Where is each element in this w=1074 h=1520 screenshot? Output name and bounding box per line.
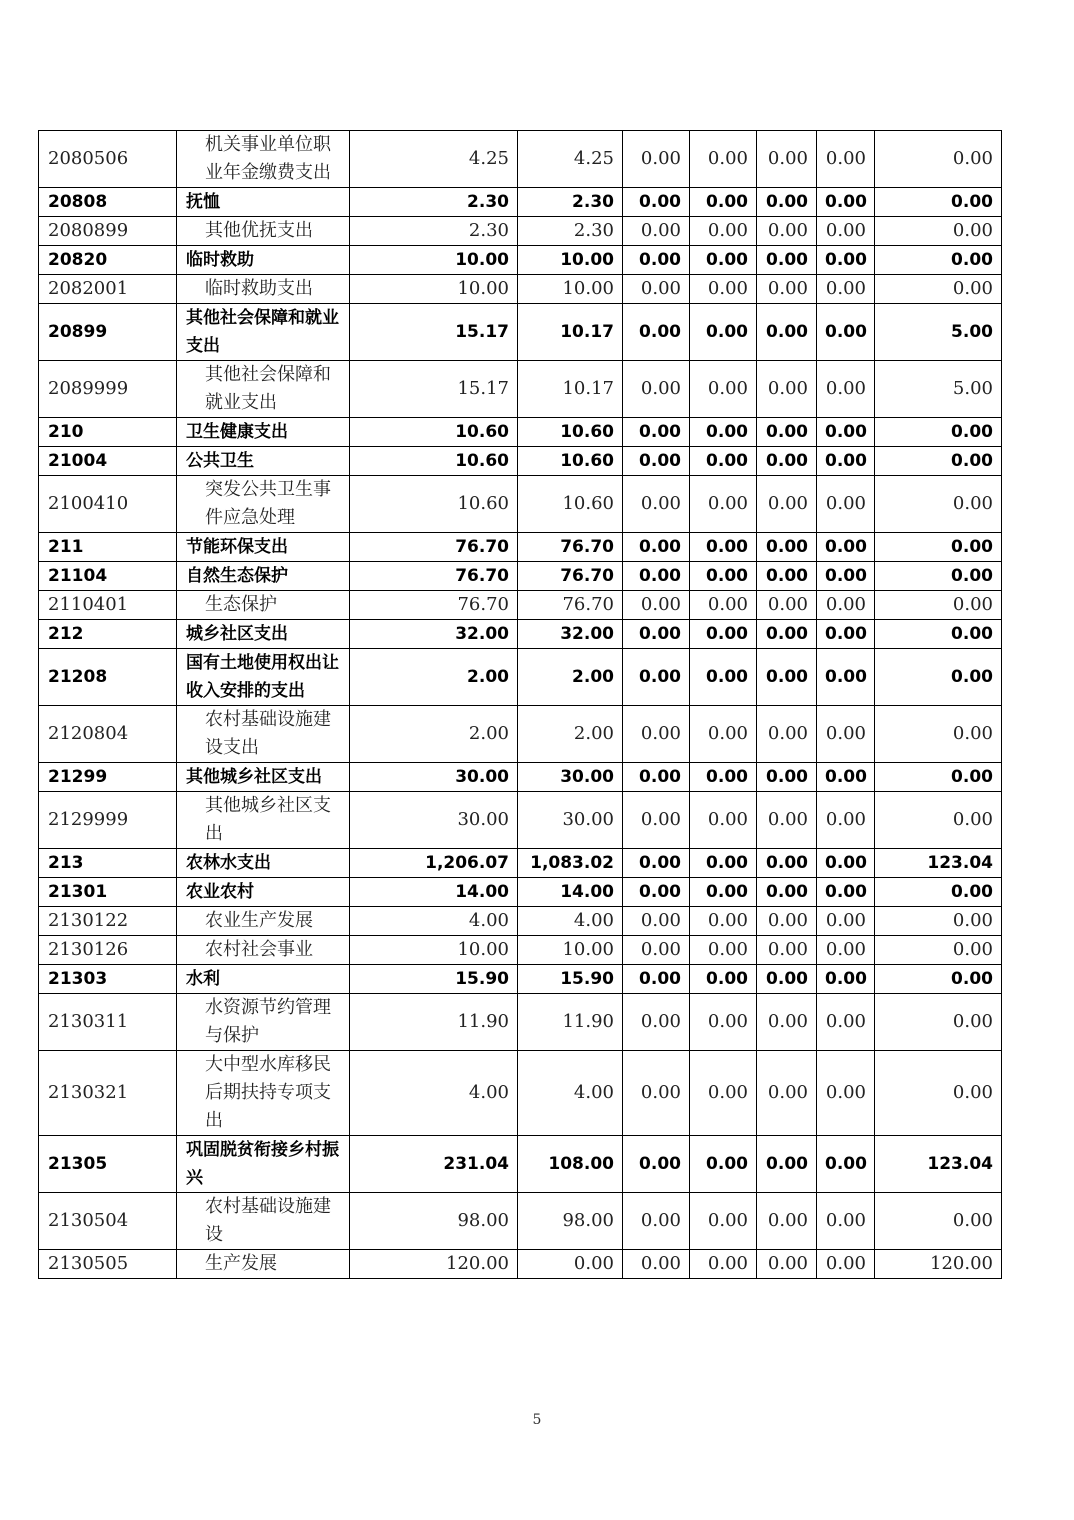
table-row bbox=[39, 649, 1002, 706]
column-4-cell: 0.00 bbox=[690, 936, 757, 965]
column-6-cell: 0.00 bbox=[817, 965, 875, 994]
column-3-cell: 0.00 bbox=[623, 476, 690, 533]
column-6-cell: 0.00 bbox=[817, 1051, 875, 1136]
column-6-cell: 0.00 bbox=[817, 994, 875, 1051]
page-number: 5 bbox=[532, 1412, 542, 1428]
subject-name-cell: 机关事业单位职业年金缴费支出 bbox=[177, 131, 350, 188]
budget-sheet bbox=[38, 130, 1001, 1279]
column-5-cell: 0.00 bbox=[757, 533, 817, 562]
subject-name-cell: 农业生产发展 bbox=[177, 907, 350, 936]
column-5-cell: 0.00 bbox=[757, 476, 817, 533]
project-expenditure-cell: 0.00 bbox=[875, 188, 1002, 217]
total-amount-cell: 15.17 bbox=[350, 361, 518, 418]
subject-code-cell: 20820 bbox=[39, 246, 177, 275]
basic-expenditure-cell: 14.00 bbox=[518, 878, 623, 907]
column-3-cell: 0.00 bbox=[623, 849, 690, 878]
column-3-cell: 0.00 bbox=[623, 447, 690, 476]
subject-name-cell: 农林水支出 bbox=[177, 849, 350, 878]
subject-name-cell: 卫生健康支出 bbox=[177, 418, 350, 447]
total-amount-cell: 2.30 bbox=[350, 217, 518, 246]
column-3-cell: 0.00 bbox=[623, 1250, 690, 1279]
subject-code-cell: 20808 bbox=[39, 188, 177, 217]
column-3-cell: 0.00 bbox=[623, 792, 690, 849]
column-6-cell: 0.00 bbox=[817, 1193, 875, 1250]
column-5-cell: 0.00 bbox=[757, 217, 817, 246]
column-6-cell: 0.00 bbox=[817, 361, 875, 418]
total-amount-cell: 2.00 bbox=[350, 706, 518, 763]
column-5-cell: 0.00 bbox=[757, 763, 817, 792]
project-expenditure-cell: 0.00 bbox=[875, 620, 1002, 649]
basic-expenditure-cell: 10.00 bbox=[518, 246, 623, 275]
column-5-cell: 0.00 bbox=[757, 620, 817, 649]
subject-code-cell: 2082001 bbox=[39, 275, 177, 304]
subject-name-cell: 其他社会保障和就业支出 bbox=[177, 361, 350, 418]
subject-code-cell: 21104 bbox=[39, 562, 177, 591]
table-row bbox=[39, 1250, 1002, 1279]
column-3-cell: 0.00 bbox=[623, 361, 690, 418]
subject-name-cell: 其他社会保障和就业支出 bbox=[177, 304, 350, 361]
column-3-cell: 0.00 bbox=[623, 994, 690, 1051]
column-5-cell: 0.00 bbox=[757, 849, 817, 878]
column-4-cell: 0.00 bbox=[690, 217, 757, 246]
column-4-cell: 0.00 bbox=[690, 188, 757, 217]
subject-code-cell: 2130122 bbox=[39, 907, 177, 936]
total-amount-cell: 98.00 bbox=[350, 1193, 518, 1250]
project-expenditure-cell: 5.00 bbox=[875, 361, 1002, 418]
project-expenditure-cell: 0.00 bbox=[875, 275, 1002, 304]
project-expenditure-cell: 0.00 bbox=[875, 649, 1002, 706]
subject-code-cell: 2129999 bbox=[39, 792, 177, 849]
subject-name-cell: 农村基础设施建设支出 bbox=[177, 706, 350, 763]
column-3-cell: 0.00 bbox=[623, 1193, 690, 1250]
table-row bbox=[39, 706, 1002, 763]
column-5-cell: 0.00 bbox=[757, 1136, 817, 1193]
total-amount-cell: 10.00 bbox=[350, 246, 518, 275]
subject-name-cell: 自然生态保护 bbox=[177, 562, 350, 591]
column-4-cell: 0.00 bbox=[690, 591, 757, 620]
column-3-cell: 0.00 bbox=[623, 304, 690, 361]
column-5-cell: 0.00 bbox=[757, 907, 817, 936]
total-amount-cell: 231.04 bbox=[350, 1136, 518, 1193]
table-row bbox=[39, 1051, 1002, 1136]
column-4-cell: 0.00 bbox=[690, 304, 757, 361]
subject-code-cell: 2130321 bbox=[39, 1051, 177, 1136]
subject-name-cell: 其他优抚支出 bbox=[177, 217, 350, 246]
basic-expenditure-cell: 76.70 bbox=[518, 591, 623, 620]
column-4-cell: 0.00 bbox=[690, 620, 757, 649]
table-row bbox=[39, 217, 1002, 246]
column-4-cell: 0.00 bbox=[690, 275, 757, 304]
table-row bbox=[39, 994, 1002, 1051]
column-4-cell: 0.00 bbox=[690, 849, 757, 878]
table-row bbox=[39, 304, 1002, 361]
project-expenditure-cell: 0.00 bbox=[875, 476, 1002, 533]
column-5-cell: 0.00 bbox=[757, 1051, 817, 1136]
subject-name-cell: 农村基础设施建设 bbox=[177, 1193, 350, 1250]
basic-expenditure-cell: 2.30 bbox=[518, 217, 623, 246]
column-4-cell: 0.00 bbox=[690, 447, 757, 476]
subject-name-cell: 大中型水库移民后期扶持专项支出 bbox=[177, 1051, 350, 1136]
column-3-cell: 0.00 bbox=[623, 533, 690, 562]
subject-code-cell: 2130504 bbox=[39, 1193, 177, 1250]
total-amount-cell: 10.60 bbox=[350, 476, 518, 533]
basic-expenditure-cell: 10.60 bbox=[518, 447, 623, 476]
total-amount-cell: 2.00 bbox=[350, 649, 518, 706]
subject-code-cell: 2080506 bbox=[39, 131, 177, 188]
basic-expenditure-cell: 32.00 bbox=[518, 620, 623, 649]
table-row bbox=[39, 763, 1002, 792]
total-amount-cell: 120.00 bbox=[350, 1250, 518, 1279]
column-4-cell: 0.00 bbox=[690, 361, 757, 418]
subject-name-cell: 农业农村 bbox=[177, 878, 350, 907]
project-expenditure-cell: 123.04 bbox=[875, 849, 1002, 878]
column-4-cell: 0.00 bbox=[690, 649, 757, 706]
subject-name-cell: 生产发展 bbox=[177, 1250, 350, 1279]
subject-name-cell: 农村社会事业 bbox=[177, 936, 350, 965]
column-5-cell: 0.00 bbox=[757, 936, 817, 965]
subject-code-cell: 211 bbox=[39, 533, 177, 562]
basic-expenditure-cell: 15.90 bbox=[518, 965, 623, 994]
subject-code-cell: 2089999 bbox=[39, 361, 177, 418]
column-5-cell: 0.00 bbox=[757, 965, 817, 994]
subject-code-cell: 2100410 bbox=[39, 476, 177, 533]
basic-expenditure-cell: 2.00 bbox=[518, 706, 623, 763]
column-4-cell: 0.00 bbox=[690, 965, 757, 994]
column-6-cell: 0.00 bbox=[817, 1250, 875, 1279]
table-row bbox=[39, 1193, 1002, 1250]
column-5-cell: 0.00 bbox=[757, 304, 817, 361]
basic-expenditure-cell: 2.30 bbox=[518, 188, 623, 217]
column-4-cell: 0.00 bbox=[690, 131, 757, 188]
basic-expenditure-cell: 4.00 bbox=[518, 1051, 623, 1136]
total-amount-cell: 4.00 bbox=[350, 907, 518, 936]
column-4-cell: 0.00 bbox=[690, 706, 757, 763]
table-row bbox=[39, 849, 1002, 878]
subject-code-cell: 213 bbox=[39, 849, 177, 878]
column-4-cell: 0.00 bbox=[690, 1193, 757, 1250]
table-row bbox=[39, 476, 1002, 533]
column-6-cell: 0.00 bbox=[817, 1136, 875, 1193]
table-row bbox=[39, 907, 1002, 936]
column-3-cell: 0.00 bbox=[623, 649, 690, 706]
column-5-cell: 0.00 bbox=[757, 275, 817, 304]
column-4-cell: 0.00 bbox=[690, 418, 757, 447]
subject-code-cell: 2120804 bbox=[39, 706, 177, 763]
subject-name-cell: 水利 bbox=[177, 965, 350, 994]
column-4-cell: 0.00 bbox=[690, 763, 757, 792]
table-row bbox=[39, 878, 1002, 907]
column-6-cell: 0.00 bbox=[817, 217, 875, 246]
column-3-cell: 0.00 bbox=[623, 907, 690, 936]
column-3-cell: 0.00 bbox=[623, 418, 690, 447]
total-amount-cell: 32.00 bbox=[350, 620, 518, 649]
column-6-cell: 0.00 bbox=[817, 706, 875, 763]
column-3-cell: 0.00 bbox=[623, 763, 690, 792]
column-6-cell: 0.00 bbox=[817, 562, 875, 591]
column-4-cell: 0.00 bbox=[690, 562, 757, 591]
subject-name-cell: 水资源节约管理与保护 bbox=[177, 994, 350, 1051]
column-6-cell: 0.00 bbox=[817, 447, 875, 476]
table-row bbox=[39, 246, 1002, 275]
table-row bbox=[39, 562, 1002, 591]
total-amount-cell: 76.70 bbox=[350, 591, 518, 620]
column-5-cell: 0.00 bbox=[757, 1193, 817, 1250]
project-expenditure-cell: 0.00 bbox=[875, 878, 1002, 907]
subject-code-cell: 2130311 bbox=[39, 994, 177, 1051]
basic-expenditure-cell: 30.00 bbox=[518, 763, 623, 792]
subject-name-cell: 节能环保支出 bbox=[177, 533, 350, 562]
budget-table bbox=[38, 130, 1002, 1279]
column-6-cell: 0.00 bbox=[817, 131, 875, 188]
project-expenditure-cell: 0.00 bbox=[875, 418, 1002, 447]
total-amount-cell: 10.00 bbox=[350, 275, 518, 304]
basic-expenditure-cell: 4.00 bbox=[518, 907, 623, 936]
table-row bbox=[39, 275, 1002, 304]
project-expenditure-cell: 0.00 bbox=[875, 1051, 1002, 1136]
subject-code-cell: 21301 bbox=[39, 878, 177, 907]
column-5-cell: 0.00 bbox=[757, 1250, 817, 1279]
column-3-cell: 0.00 bbox=[623, 562, 690, 591]
subject-code-cell: 21303 bbox=[39, 965, 177, 994]
basic-expenditure-cell: 10.17 bbox=[518, 304, 623, 361]
subject-code-cell: 21208 bbox=[39, 649, 177, 706]
total-amount-cell: 30.00 bbox=[350, 792, 518, 849]
column-4-cell: 0.00 bbox=[690, 878, 757, 907]
basic-expenditure-cell: 2.00 bbox=[518, 649, 623, 706]
column-3-cell: 0.00 bbox=[623, 275, 690, 304]
column-5-cell: 0.00 bbox=[757, 188, 817, 217]
subject-name-cell: 城乡社区支出 bbox=[177, 620, 350, 649]
column-6-cell: 0.00 bbox=[817, 936, 875, 965]
total-amount-cell: 11.90 bbox=[350, 994, 518, 1051]
column-6-cell: 0.00 bbox=[817, 792, 875, 849]
total-amount-cell: 4.00 bbox=[350, 1051, 518, 1136]
basic-expenditure-cell: 98.00 bbox=[518, 1193, 623, 1250]
subject-code-cell: 210 bbox=[39, 418, 177, 447]
column-4-cell: 0.00 bbox=[690, 1051, 757, 1136]
project-expenditure-cell: 0.00 bbox=[875, 763, 1002, 792]
subject-code-cell: 2130505 bbox=[39, 1250, 177, 1279]
column-3-cell: 0.00 bbox=[623, 217, 690, 246]
column-6-cell: 0.00 bbox=[817, 620, 875, 649]
subject-name-cell: 巩固脱贫衔接乡村振兴 bbox=[177, 1136, 350, 1193]
column-5-cell: 0.00 bbox=[757, 131, 817, 188]
subject-name-cell: 公共卫生 bbox=[177, 447, 350, 476]
column-3-cell: 0.00 bbox=[623, 591, 690, 620]
subject-code-cell: 21305 bbox=[39, 1136, 177, 1193]
project-expenditure-cell: 0.00 bbox=[875, 533, 1002, 562]
column-4-cell: 0.00 bbox=[690, 907, 757, 936]
basic-expenditure-cell: 10.00 bbox=[518, 275, 623, 304]
subject-code-cell: 212 bbox=[39, 620, 177, 649]
column-3-cell: 0.00 bbox=[623, 706, 690, 763]
subject-code-cell: 21299 bbox=[39, 763, 177, 792]
column-3-cell: 0.00 bbox=[623, 1051, 690, 1136]
column-3-cell: 0.00 bbox=[623, 620, 690, 649]
table-row bbox=[39, 620, 1002, 649]
table-row bbox=[39, 447, 1002, 476]
subject-name-cell: 抚恤 bbox=[177, 188, 350, 217]
column-4-cell: 0.00 bbox=[690, 476, 757, 533]
project-expenditure-cell: 0.00 bbox=[875, 591, 1002, 620]
project-expenditure-cell: 120.00 bbox=[875, 1250, 1002, 1279]
total-amount-cell: 14.00 bbox=[350, 878, 518, 907]
total-amount-cell: 30.00 bbox=[350, 763, 518, 792]
column-5-cell: 0.00 bbox=[757, 361, 817, 418]
column-4-cell: 0.00 bbox=[690, 1136, 757, 1193]
project-expenditure-cell: 0.00 bbox=[875, 994, 1002, 1051]
column-4-cell: 0.00 bbox=[690, 533, 757, 562]
column-6-cell: 0.00 bbox=[817, 533, 875, 562]
basic-expenditure-cell: 0.00 bbox=[518, 1250, 623, 1279]
basic-expenditure-cell: 76.70 bbox=[518, 533, 623, 562]
project-expenditure-cell: 0.00 bbox=[875, 965, 1002, 994]
column-3-cell: 0.00 bbox=[623, 188, 690, 217]
column-6-cell: 0.00 bbox=[817, 878, 875, 907]
total-amount-cell: 10.60 bbox=[350, 418, 518, 447]
project-expenditure-cell: 0.00 bbox=[875, 936, 1002, 965]
column-3-cell: 0.00 bbox=[623, 878, 690, 907]
subject-name-cell: 突发公共卫生事件应急处理 bbox=[177, 476, 350, 533]
subject-name-cell: 其他城乡社区支出 bbox=[177, 763, 350, 792]
column-6-cell: 0.00 bbox=[817, 763, 875, 792]
column-3-cell: 0.00 bbox=[623, 965, 690, 994]
subject-code-cell: 2130126 bbox=[39, 936, 177, 965]
subject-code-cell: 2080899 bbox=[39, 217, 177, 246]
basic-expenditure-cell: 10.17 bbox=[518, 361, 623, 418]
budget-table-body bbox=[39, 131, 1002, 1279]
total-amount-cell: 10.00 bbox=[350, 936, 518, 965]
column-5-cell: 0.00 bbox=[757, 591, 817, 620]
column-6-cell: 0.00 bbox=[817, 188, 875, 217]
column-6-cell: 0.00 bbox=[817, 304, 875, 361]
basic-expenditure-cell: 108.00 bbox=[518, 1136, 623, 1193]
column-3-cell: 0.00 bbox=[623, 131, 690, 188]
subject-name-cell: 国有土地使用权出让收入安排的支出 bbox=[177, 649, 350, 706]
column-5-cell: 0.00 bbox=[757, 706, 817, 763]
basic-expenditure-cell: 10.00 bbox=[518, 936, 623, 965]
total-amount-cell: 1,206.07 bbox=[350, 849, 518, 878]
subject-code-cell: 21004 bbox=[39, 447, 177, 476]
column-5-cell: 0.00 bbox=[757, 447, 817, 476]
column-5-cell: 0.00 bbox=[757, 792, 817, 849]
project-expenditure-cell: 0.00 bbox=[875, 217, 1002, 246]
table-row bbox=[39, 1136, 1002, 1193]
table-row bbox=[39, 188, 1002, 217]
column-6-cell: 0.00 bbox=[817, 649, 875, 706]
subject-code-cell: 2110401 bbox=[39, 591, 177, 620]
subject-name-cell: 临时救助支出 bbox=[177, 275, 350, 304]
column-4-cell: 0.00 bbox=[690, 246, 757, 275]
column-6-cell: 0.00 bbox=[817, 275, 875, 304]
total-amount-cell: 4.25 bbox=[350, 131, 518, 188]
project-expenditure-cell: 0.00 bbox=[875, 131, 1002, 188]
column-5-cell: 0.00 bbox=[757, 878, 817, 907]
column-4-cell: 0.00 bbox=[690, 1250, 757, 1279]
project-expenditure-cell: 0.00 bbox=[875, 447, 1002, 476]
table-row bbox=[39, 965, 1002, 994]
total-amount-cell: 76.70 bbox=[350, 533, 518, 562]
project-expenditure-cell: 0.00 bbox=[875, 706, 1002, 763]
project-expenditure-cell: 0.00 bbox=[875, 562, 1002, 591]
project-expenditure-cell: 0.00 bbox=[875, 792, 1002, 849]
column-5-cell: 0.00 bbox=[757, 994, 817, 1051]
basic-expenditure-cell: 1,083.02 bbox=[518, 849, 623, 878]
column-5-cell: 0.00 bbox=[757, 418, 817, 447]
basic-expenditure-cell: 11.90 bbox=[518, 994, 623, 1051]
basic-expenditure-cell: 10.60 bbox=[518, 476, 623, 533]
total-amount-cell: 2.30 bbox=[350, 188, 518, 217]
basic-expenditure-cell: 30.00 bbox=[518, 792, 623, 849]
basic-expenditure-cell: 10.60 bbox=[518, 418, 623, 447]
table-row bbox=[39, 418, 1002, 447]
column-6-cell: 0.00 bbox=[817, 907, 875, 936]
project-expenditure-cell: 5.00 bbox=[875, 304, 1002, 361]
subject-code-cell: 20899 bbox=[39, 304, 177, 361]
column-5-cell: 0.00 bbox=[757, 649, 817, 706]
column-6-cell: 0.00 bbox=[817, 246, 875, 275]
table-row bbox=[39, 131, 1002, 188]
column-3-cell: 0.00 bbox=[623, 246, 690, 275]
total-amount-cell: 15.90 bbox=[350, 965, 518, 994]
total-amount-cell: 10.60 bbox=[350, 447, 518, 476]
column-3-cell: 0.00 bbox=[623, 936, 690, 965]
column-6-cell: 0.00 bbox=[817, 849, 875, 878]
project-expenditure-cell: 0.00 bbox=[875, 246, 1002, 275]
column-3-cell: 0.00 bbox=[623, 1136, 690, 1193]
column-5-cell: 0.00 bbox=[757, 562, 817, 591]
subject-name-cell: 临时救助 bbox=[177, 246, 350, 275]
subject-name-cell: 其他城乡社区支出 bbox=[177, 792, 350, 849]
column-6-cell: 0.00 bbox=[817, 591, 875, 620]
table-row bbox=[39, 361, 1002, 418]
column-4-cell: 0.00 bbox=[690, 792, 757, 849]
table-row bbox=[39, 936, 1002, 965]
project-expenditure-cell: 123.04 bbox=[875, 1136, 1002, 1193]
basic-expenditure-cell: 4.25 bbox=[518, 131, 623, 188]
table-row bbox=[39, 533, 1002, 562]
basic-expenditure-cell: 76.70 bbox=[518, 562, 623, 591]
column-4-cell: 0.00 bbox=[690, 994, 757, 1051]
project-expenditure-cell: 0.00 bbox=[875, 907, 1002, 936]
table-row bbox=[39, 792, 1002, 849]
column-6-cell: 0.00 bbox=[817, 418, 875, 447]
total-amount-cell: 15.17 bbox=[350, 304, 518, 361]
total-amount-cell: 76.70 bbox=[350, 562, 518, 591]
column-6-cell: 0.00 bbox=[817, 476, 875, 533]
project-expenditure-cell: 0.00 bbox=[875, 1193, 1002, 1250]
column-5-cell: 0.00 bbox=[757, 246, 817, 275]
table-row bbox=[39, 591, 1002, 620]
subject-name-cell: 生态保护 bbox=[177, 591, 350, 620]
